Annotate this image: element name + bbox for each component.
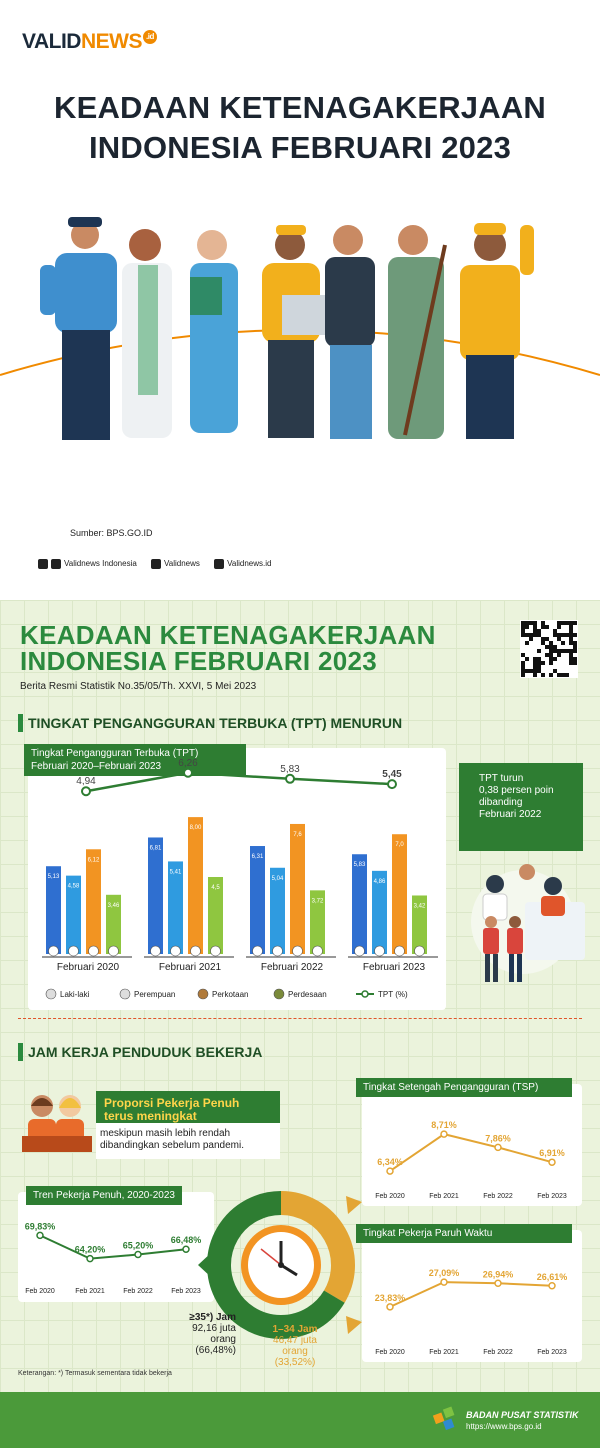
tpt-point (388, 780, 396, 788)
tpt-bar (188, 817, 203, 954)
qr-module (573, 621, 577, 625)
trend-tick-label: Feb 2020 (25, 1288, 55, 1295)
trend-point-label: 23,83% (374, 1292, 406, 1303)
qr-module (521, 669, 525, 673)
legend-icon (274, 989, 284, 999)
manager-figure (325, 225, 375, 439)
qr-module (533, 669, 537, 673)
tpt-point-label: 5,83 (280, 763, 300, 775)
police-officer-figure (40, 217, 117, 440)
qr-module (561, 621, 565, 625)
tpt-bar-label: 5,04 (271, 875, 284, 882)
qr-module (533, 629, 537, 633)
qr-module (545, 637, 549, 641)
legend-label: TPT (%) (378, 990, 408, 999)
qr-module (529, 621, 533, 625)
proporsi-detail (96, 1123, 280, 1159)
legend-icon (198, 989, 208, 999)
qr-module (521, 673, 525, 677)
tpt-note-line2: 0,38 persen poin (479, 785, 554, 796)
qr-module (529, 633, 533, 637)
trend-point-label: 66,48% (170, 1235, 202, 1246)
info-title-line2: INDONESIA FEBRUARI 2023 (20, 646, 378, 676)
legend-label: Perkotaan (212, 990, 249, 999)
tpt-note-line3: dibanding (479, 797, 523, 808)
qr-module (545, 625, 549, 629)
trend-point (135, 1252, 141, 1258)
tpt-bar-icon (211, 946, 221, 956)
construction-worker-figure (460, 223, 534, 439)
part-label-line3: orang (282, 1346, 308, 1357)
qr-module (557, 621, 561, 625)
full-label-line2: 92,16 juta (192, 1323, 236, 1334)
proporsi-box (96, 1091, 280, 1159)
qr-module (573, 649, 577, 653)
tpt-bar-icon (395, 946, 405, 956)
tpt-bar (290, 824, 305, 954)
qr-module (569, 625, 573, 629)
qr-module (541, 661, 545, 665)
trend-point (549, 1159, 555, 1165)
qr-module (569, 633, 573, 637)
trend-tick-label: Feb 2023 (537, 1193, 567, 1200)
qr-module (521, 621, 525, 625)
legend-icon (120, 989, 130, 999)
tpt-bar-label: 3,46 (107, 902, 120, 909)
proporsi-line4: dibandingkan sebelum pandemi. (100, 1140, 244, 1151)
tpt-bar-label: 6,81 (149, 845, 162, 852)
trend-tick-label: Feb 2023 (171, 1288, 201, 1295)
tpt-category-label: Februari 2023 (362, 962, 426, 973)
full-time-label (168, 1312, 236, 1356)
tpt-bar (86, 849, 101, 954)
tpt-bar-icon (49, 946, 59, 956)
qr-module (533, 673, 537, 677)
qr-module (561, 633, 565, 637)
qr-module (561, 673, 565, 677)
trend-point-label: 6,34% (377, 1157, 403, 1168)
social-twitter[interactable] (214, 559, 271, 568)
tpt-point-label: 5,45 (382, 769, 402, 781)
qr-module (545, 653, 549, 657)
cover-card (0, 0, 600, 600)
qr-module (569, 637, 573, 641)
logo-valid-text: VALID (22, 30, 81, 53)
qr-module (573, 657, 577, 661)
trend-tick-label: Feb 2020 (375, 1193, 405, 1200)
arrow-right-icon (346, 1196, 362, 1214)
legend-line-marker (362, 991, 368, 997)
trend-point-label: 69,83% (24, 1221, 56, 1232)
qr-module (569, 661, 573, 665)
trend-tick-label: Feb 2021 (75, 1288, 105, 1295)
twitter-icon (214, 559, 224, 569)
qr-module (557, 649, 561, 653)
tpt-note-line4: Februari 2022 (479, 809, 542, 820)
qr-module (537, 665, 541, 669)
tren-line-chart (18, 1192, 214, 1302)
qr-module (557, 673, 561, 677)
qr-module (561, 641, 565, 645)
tpt-bar-icon (69, 946, 79, 956)
qr-module (533, 657, 537, 661)
instagram-icon (151, 559, 161, 569)
logo-id-badge: .id (143, 30, 157, 44)
qr-module (553, 669, 557, 673)
trend-line (390, 1282, 552, 1307)
bps-name: BADAN PUSAT STATISTIK (466, 1410, 579, 1420)
qr-module (565, 633, 569, 637)
youtube-icon (51, 559, 61, 569)
trend-point-label: 7,86% (485, 1133, 511, 1144)
tpt-line (86, 773, 392, 791)
footnote: Keterangan: *) Termasuk sementara tidak bekerja (18, 1370, 172, 1377)
tpt-bar-icon (355, 946, 365, 956)
qr-module (521, 661, 525, 665)
workers-illustration (0, 205, 600, 445)
trend-tick-label: Feb 2022 (123, 1288, 153, 1295)
tpt-bar-label: 8,00 (189, 825, 202, 832)
qr-module (557, 625, 561, 629)
tpt-bar (352, 854, 367, 954)
qr-module (529, 637, 533, 641)
tpt-bar-label: 4,58 (67, 883, 80, 890)
legend-label: Perdesaan (288, 990, 327, 999)
full-label-line1: ≥35*) Jam (189, 1312, 236, 1323)
doctor-figure (122, 229, 172, 438)
qr-module (565, 673, 569, 677)
arrow-right-icon (346, 1316, 362, 1334)
tpt-chart-title-line1: Tingkat Pengangguran Terbuka (TPT) (31, 748, 199, 759)
social-instagram[interactable] (151, 559, 200, 568)
qr-module (553, 649, 557, 653)
tpt-bar-icon (109, 946, 119, 956)
qr-module (525, 641, 529, 645)
qr-module (533, 621, 537, 625)
tpt-bar-icon (273, 946, 283, 956)
tpt-category-label: Februari 2021 (158, 962, 222, 973)
qr-module (549, 657, 553, 661)
qr-module (533, 625, 537, 629)
validnews-logo[interactable] (22, 30, 157, 54)
info-subtitle: Berita Resmi Statistik No.35/05/Th. XXVI, 5 Mei 2023 (20, 681, 257, 692)
qr-module (537, 661, 541, 665)
tpt-bar-label: 5,41 (169, 869, 182, 876)
trend-point (441, 1131, 447, 1137)
tpt-point-label: 4,94 (76, 776, 96, 788)
paruh-title: Tingkat Pekerja Paruh Waktu (356, 1224, 572, 1243)
qr-module (529, 669, 533, 673)
trend-point (495, 1144, 501, 1150)
part-time-label (262, 1324, 328, 1368)
trend-point-label: 27,09% (428, 1268, 460, 1279)
proporsi-line2: terus meningkat (104, 1109, 197, 1123)
qr-module (533, 665, 537, 669)
qr-module (573, 661, 577, 665)
tpt-bar-label: 4,86 (373, 878, 386, 885)
tpt-category-label: Februari 2022 (260, 962, 324, 973)
trend-line (390, 1134, 552, 1171)
qr-module (549, 641, 553, 645)
tpt-point-label: 6,26 (178, 757, 198, 769)
tpt-bar-label: 5,83 (353, 862, 366, 869)
qr-module (525, 625, 529, 629)
tpt-bar-icon (89, 946, 99, 956)
trend-point (387, 1168, 393, 1174)
qr-module (549, 661, 553, 665)
qr-module (521, 665, 525, 669)
social-fb-label: Validnews Indonesia (64, 559, 137, 569)
legend-label: Perempuan (134, 990, 176, 999)
qr-module (537, 669, 541, 673)
qr-module (537, 657, 541, 661)
trend-point-label: 26,94% (482, 1269, 514, 1280)
tsp-title: Tingkat Setengah Pengangguran (TSP) (356, 1078, 572, 1097)
source-label: Sumber: BPS.GO.ID (70, 528, 153, 538)
full-label-line3: orang (210, 1334, 236, 1345)
qr-module (549, 645, 553, 649)
social-tw-label: Validnews.id (227, 559, 272, 569)
tpt-note-line1: TPT turun (479, 773, 524, 784)
tpt-bar-label: 3,42 (413, 903, 426, 910)
job-interview-illustration (455, 862, 590, 992)
qr-module (521, 625, 525, 629)
tpt-bar-icon (313, 946, 323, 956)
trend-tick-label: Feb 2023 (537, 1349, 567, 1356)
qr-module (537, 649, 541, 653)
tpt-bar (148, 837, 163, 954)
trend-line (40, 1235, 186, 1258)
info-title (20, 622, 436, 674)
qr-module (537, 633, 541, 637)
proporsi-line1: Proporsi Pekerja Penuh (104, 1096, 240, 1110)
qr-module (569, 649, 573, 653)
qr-module (565, 649, 569, 653)
tpt-bar (250, 846, 265, 954)
qr-module (569, 621, 573, 625)
qr-module (525, 633, 529, 637)
arrow-left-icon (198, 1252, 212, 1278)
footer-bar (0, 1392, 600, 1448)
trend-tick-label: Feb 2020 (375, 1349, 405, 1356)
qr-module (533, 633, 537, 637)
qr-module (553, 645, 557, 649)
trend-point (183, 1246, 189, 1252)
trend-point (441, 1279, 447, 1285)
qr-module (525, 669, 529, 673)
trend-tick-label: Feb 2021 (429, 1193, 459, 1200)
qr-module (565, 621, 569, 625)
tpt-bar-icon (375, 946, 385, 956)
qr-module (553, 629, 557, 633)
tpt-bar-icon (191, 946, 201, 956)
qr-module (569, 629, 573, 633)
trend-point-label: 8,71% (431, 1120, 457, 1131)
bps-logo-icon (432, 1404, 462, 1434)
qr-module (541, 641, 545, 645)
section1-marker (18, 714, 23, 732)
logo-news-text: NEWS (80, 30, 142, 53)
qr-module (521, 629, 525, 633)
proporsi-line3: meskipun masih lebih rendah (100, 1128, 231, 1139)
qr-module (553, 657, 557, 661)
qr-module (557, 637, 561, 641)
trend-point (549, 1283, 555, 1289)
trend-point-label: 6,91% (539, 1148, 565, 1159)
qr-module (525, 621, 529, 625)
tpt-bar-label: 3,72 (311, 898, 324, 905)
social-ig-label: Validnews (164, 559, 200, 569)
qr-module (521, 653, 525, 657)
qr-module (569, 657, 573, 661)
tpt-bar-label: 6,12 (87, 857, 100, 864)
trend-point-label: 64,20% (74, 1244, 106, 1255)
cover-title (0, 88, 600, 168)
tpt-point (286, 775, 294, 783)
tren-title: Tren Pekerja Penuh, 2020-2023 (26, 1186, 182, 1205)
social-links (38, 559, 271, 569)
trend-tick-label: Feb 2021 (429, 1349, 459, 1356)
tpt-bar (392, 834, 407, 954)
infographic-panel (0, 600, 600, 1448)
tpt-bar-icon (151, 946, 161, 956)
qr-module (549, 649, 553, 653)
bps-url[interactable]: https://www.bps.go.id (466, 1422, 542, 1431)
trend-tick-label: Feb 2022 (483, 1349, 513, 1356)
part-label-line2: 46,47 juta (273, 1335, 317, 1346)
qr-module (541, 621, 545, 625)
tpt-bar-label: 7,6 (293, 831, 302, 838)
section2-marker (18, 1043, 23, 1061)
qr-module (533, 661, 537, 665)
qr-module (573, 641, 577, 645)
qr-module (569, 641, 573, 645)
qr-module (537, 629, 541, 633)
qr-module (553, 633, 557, 637)
tpt-chart-title-line2: Februari 2020–Februari 2023 (31, 761, 162, 772)
qr-module (561, 649, 565, 653)
section-divider (18, 1018, 582, 1019)
legend-label: Laki-laki (60, 990, 90, 999)
clock-center (278, 1262, 284, 1268)
tpt-point (184, 769, 192, 777)
trend-point (87, 1256, 93, 1262)
qr-module (573, 645, 577, 649)
trend-point (387, 1304, 393, 1310)
trend-point (37, 1232, 43, 1238)
trend-point (495, 1280, 501, 1286)
legend-icon (46, 989, 56, 999)
qr-module (549, 653, 553, 657)
qr-module (557, 653, 561, 657)
section1-title: TINGKAT PENGANGGURAN TERBUKA (TPT) MENURUN (28, 715, 403, 731)
qr-module (557, 633, 561, 637)
qr-module (541, 637, 545, 641)
section2-title: JAM KERJA PENDUDUK BEKERJA (28, 1044, 263, 1060)
qr-module (521, 633, 525, 637)
qr-module (573, 633, 577, 637)
part-label-line4: (33,52%) (274, 1357, 316, 1368)
qr-module (541, 673, 545, 677)
social-facebook-youtube[interactable] (38, 559, 137, 568)
part-label-line1: 1–34 Jam (272, 1324, 318, 1335)
tpt-note-box (459, 763, 583, 851)
full-label-line4: (66,48%) (195, 1345, 236, 1356)
tpt-bar-icon (171, 946, 181, 956)
tpt-bar-label: 6,31 (251, 854, 264, 861)
tpt-bar-chart (28, 748, 446, 1010)
tsp-line-chart (362, 1084, 582, 1206)
qr-module (569, 653, 573, 657)
tpt-bar-label: 7,0 (395, 842, 404, 849)
tpt-bar-icon (293, 946, 303, 956)
tpt-bar-label: 5,13 (47, 874, 60, 881)
farmer-figure (388, 225, 445, 439)
tpt-category-label: Februari 2020 (56, 962, 120, 973)
trend-point-label: 26,61% (536, 1271, 568, 1282)
trend-point-label: 65,20% (122, 1240, 154, 1251)
tpt-bar-icon (415, 946, 425, 956)
trend-tick-label: Feb 2022 (483, 1193, 513, 1200)
nurse-figure (190, 230, 238, 433)
proporsi-highlight (104, 1097, 239, 1123)
qr-module (525, 657, 529, 661)
cover-title-line1: KEADAAN KETENAGAKERJAAN (53, 90, 547, 125)
info-title-line1: KEADAAN KETENAGAKERJAAN (20, 620, 436, 650)
tpt-bar-label: 4,5 (211, 885, 220, 891)
cover-title-line2: INDONESIA FEBRUARI 2023 (88, 130, 512, 165)
qr-module (541, 625, 545, 629)
full-time-workers-icon (22, 1092, 92, 1158)
qr-module (549, 673, 553, 677)
facebook-icon (38, 559, 48, 569)
tpt-point (82, 787, 90, 795)
qr-code[interactable] (520, 620, 578, 678)
qr-module (545, 645, 549, 649)
tpt-bar-icon (253, 946, 263, 956)
paruh-line-chart (362, 1230, 582, 1362)
